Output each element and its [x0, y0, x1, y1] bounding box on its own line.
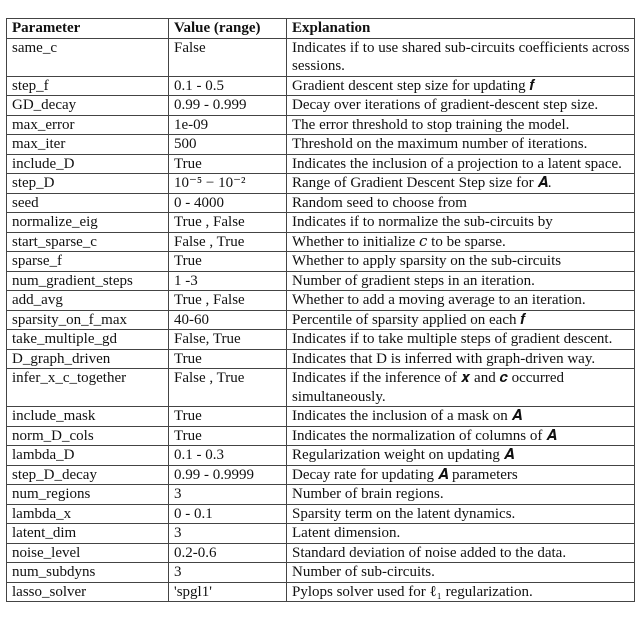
explanation-cell: Number of brain regions.	[287, 485, 635, 505]
value-cell: True	[169, 252, 287, 272]
table-row	[7, 563, 635, 583]
value-cell: True	[169, 349, 287, 369]
parameter-cell: infer_x_c_together	[7, 369, 169, 407]
table-row	[7, 330, 635, 350]
explanation-cell: Number of gradient steps in an iteration.	[287, 271, 635, 291]
explanation-cell: The error threshold to stop training the model.	[287, 115, 635, 135]
explanation-cell: Indicates the inclusion of a projection to a latent space.	[287, 154, 635, 174]
table-row	[7, 310, 635, 330]
table-row	[7, 446, 635, 466]
table-row	[7, 465, 635, 485]
parameter-cell: step_D_decay	[7, 465, 169, 485]
table-row	[7, 349, 635, 369]
value-cell: 3	[169, 524, 287, 544]
parameter-cell: lambda_D	[7, 446, 169, 466]
parameter-cell: sparsity_on_f_max	[7, 310, 169, 330]
explanation-cell: Threshold on the maximum number of iterations.	[287, 135, 635, 155]
table-row	[7, 154, 635, 174]
value-cell: False , True	[169, 232, 287, 252]
explanation-cell: Range of Gradient Descent Step size for 𝑨.	[287, 174, 635, 194]
parameter-cell: step_f	[7, 76, 169, 96]
table-row	[7, 76, 635, 96]
parameter-cell: max_error	[7, 115, 169, 135]
value-cell: 40-60	[169, 310, 287, 330]
parameter-cell: max_iter	[7, 135, 169, 155]
parameter-cell: start_sparse_c	[7, 232, 169, 252]
value-cell: 0.1 - 0.3	[169, 446, 287, 466]
header-value-range: Value (range)	[169, 19, 287, 39]
explanation-cell: Number of sub-circuits.	[287, 563, 635, 583]
value-cell: True , False	[169, 213, 287, 233]
explanation-cell: Whether to initialize 𝑐 to be sparse.	[287, 232, 635, 252]
header-explanation: Explanation	[287, 19, 635, 39]
parameter-cell: take_multiple_gd	[7, 330, 169, 350]
explanation-cell: Sparsity term on the latent dynamics.	[287, 504, 635, 524]
header-parameter: Parameter	[7, 19, 169, 39]
explanation-cell: Indicates if to normalize the sub-circuits by	[287, 213, 635, 233]
table-row	[7, 135, 635, 155]
value-cell: True	[169, 154, 287, 174]
caption-fragment	[0, 0, 640, 4]
value-cell: False, True	[169, 330, 287, 350]
parameter-cell: lasso_solver	[7, 582, 169, 602]
explanation-cell: Percentile of sparsity applied on each 𝒇	[287, 310, 635, 330]
parameter-cell: GD_decay	[7, 96, 169, 116]
parameter-cell: D_graph_driven	[7, 349, 169, 369]
explanation-cell: Gradient descent step size for updating 𝒇	[287, 76, 635, 96]
table-row	[7, 524, 635, 544]
value-cell: 10⁻⁵ − 10⁻²	[169, 174, 287, 194]
table-row	[7, 407, 635, 427]
parameter-cell: same_c	[7, 38, 169, 76]
table-row	[7, 291, 635, 311]
value-cell: 0.99 - 0.9999	[169, 465, 287, 485]
explanation-cell: Regularization weight on updating 𝑨	[287, 446, 635, 466]
parameter-cell: seed	[7, 193, 169, 213]
table-row	[7, 174, 635, 194]
value-cell: 500	[169, 135, 287, 155]
explanation-cell: Latent dimension.	[287, 524, 635, 544]
explanation-cell: Indicates if to take multiple steps of gradient descent.	[287, 330, 635, 350]
explanation-cell: Random seed to choose from	[287, 193, 635, 213]
value-cell: 0 - 4000	[169, 193, 287, 213]
value-cell: 0.2-0.6	[169, 543, 287, 563]
table-row	[7, 369, 635, 407]
table-row	[7, 504, 635, 524]
parameter-cell: include_mask	[7, 407, 169, 427]
parameter-cell: lambda_x	[7, 504, 169, 524]
explanation-cell: Whether to add a moving average to an iteration.	[287, 291, 635, 311]
value-cell: False , True	[169, 369, 287, 407]
value-cell: 3	[169, 563, 287, 583]
table-row	[7, 96, 635, 116]
table-row	[7, 232, 635, 252]
parameter-cell: noise_level	[7, 543, 169, 563]
value-cell: False	[169, 38, 287, 76]
explanation-cell: Whether to apply sparsity on the sub-circuits	[287, 252, 635, 272]
table-row	[7, 213, 635, 233]
table-row	[7, 252, 635, 272]
parameter-cell: num_regions	[7, 485, 169, 505]
value-cell: True	[169, 426, 287, 446]
value-cell: 3	[169, 485, 287, 505]
parameter-cell: step_D	[7, 174, 169, 194]
table-header-row	[7, 19, 635, 39]
parameter-cell: latent_dim	[7, 524, 169, 544]
value-cell: 0 - 0.1	[169, 504, 287, 524]
table-row	[7, 426, 635, 446]
table-row	[7, 193, 635, 213]
table-row	[7, 485, 635, 505]
value-cell: 1e-09	[169, 115, 287, 135]
explanation-cell: Indicates the normalization of columns of 𝑨	[287, 426, 635, 446]
parameters-table	[6, 18, 635, 602]
explanation-cell: Pylops solver used for ℓ₁ regularization.	[287, 582, 635, 602]
parameter-cell: sparse_f	[7, 252, 169, 272]
parameter-cell: num_gradient_steps	[7, 271, 169, 291]
explanation-cell: Indicates that D is inferred with graph-driven way.	[287, 349, 635, 369]
value-cell: 0.1 - 0.5	[169, 76, 287, 96]
value-cell: 1 -3	[169, 271, 287, 291]
explanation-cell: Decay over iterations of gradient-descent step size.	[287, 96, 635, 116]
table-row	[7, 582, 635, 602]
table-row	[7, 115, 635, 135]
parameter-cell: num_subdyns	[7, 563, 169, 583]
table-row	[7, 543, 635, 563]
table-row	[7, 271, 635, 291]
value-cell: True , False	[169, 291, 287, 311]
explanation-cell: Indicates if the inference of 𝒙 and 𝒄 occurred simultaneously.	[287, 369, 635, 407]
parameter-cell: normalize_eig	[7, 213, 169, 233]
value-cell: True	[169, 407, 287, 427]
parameter-cell: add_avg	[7, 291, 169, 311]
explanation-cell: Standard deviation of noise added to the data.	[287, 543, 635, 563]
explanation-cell: Indicates the inclusion of a mask on 𝑨	[287, 407, 635, 427]
parameter-cell: norm_D_cols	[7, 426, 169, 446]
value-cell: 0.99 - 0.999	[169, 96, 287, 116]
table-row	[7, 38, 635, 76]
value-cell: 'spgl1'	[169, 582, 287, 602]
explanation-cell: Decay rate for updating 𝑨 parameters	[287, 465, 635, 485]
parameter-cell: include_D	[7, 154, 169, 174]
explanation-cell: Indicates if to use shared sub-circuits coefficients across sessions.	[287, 38, 635, 76]
